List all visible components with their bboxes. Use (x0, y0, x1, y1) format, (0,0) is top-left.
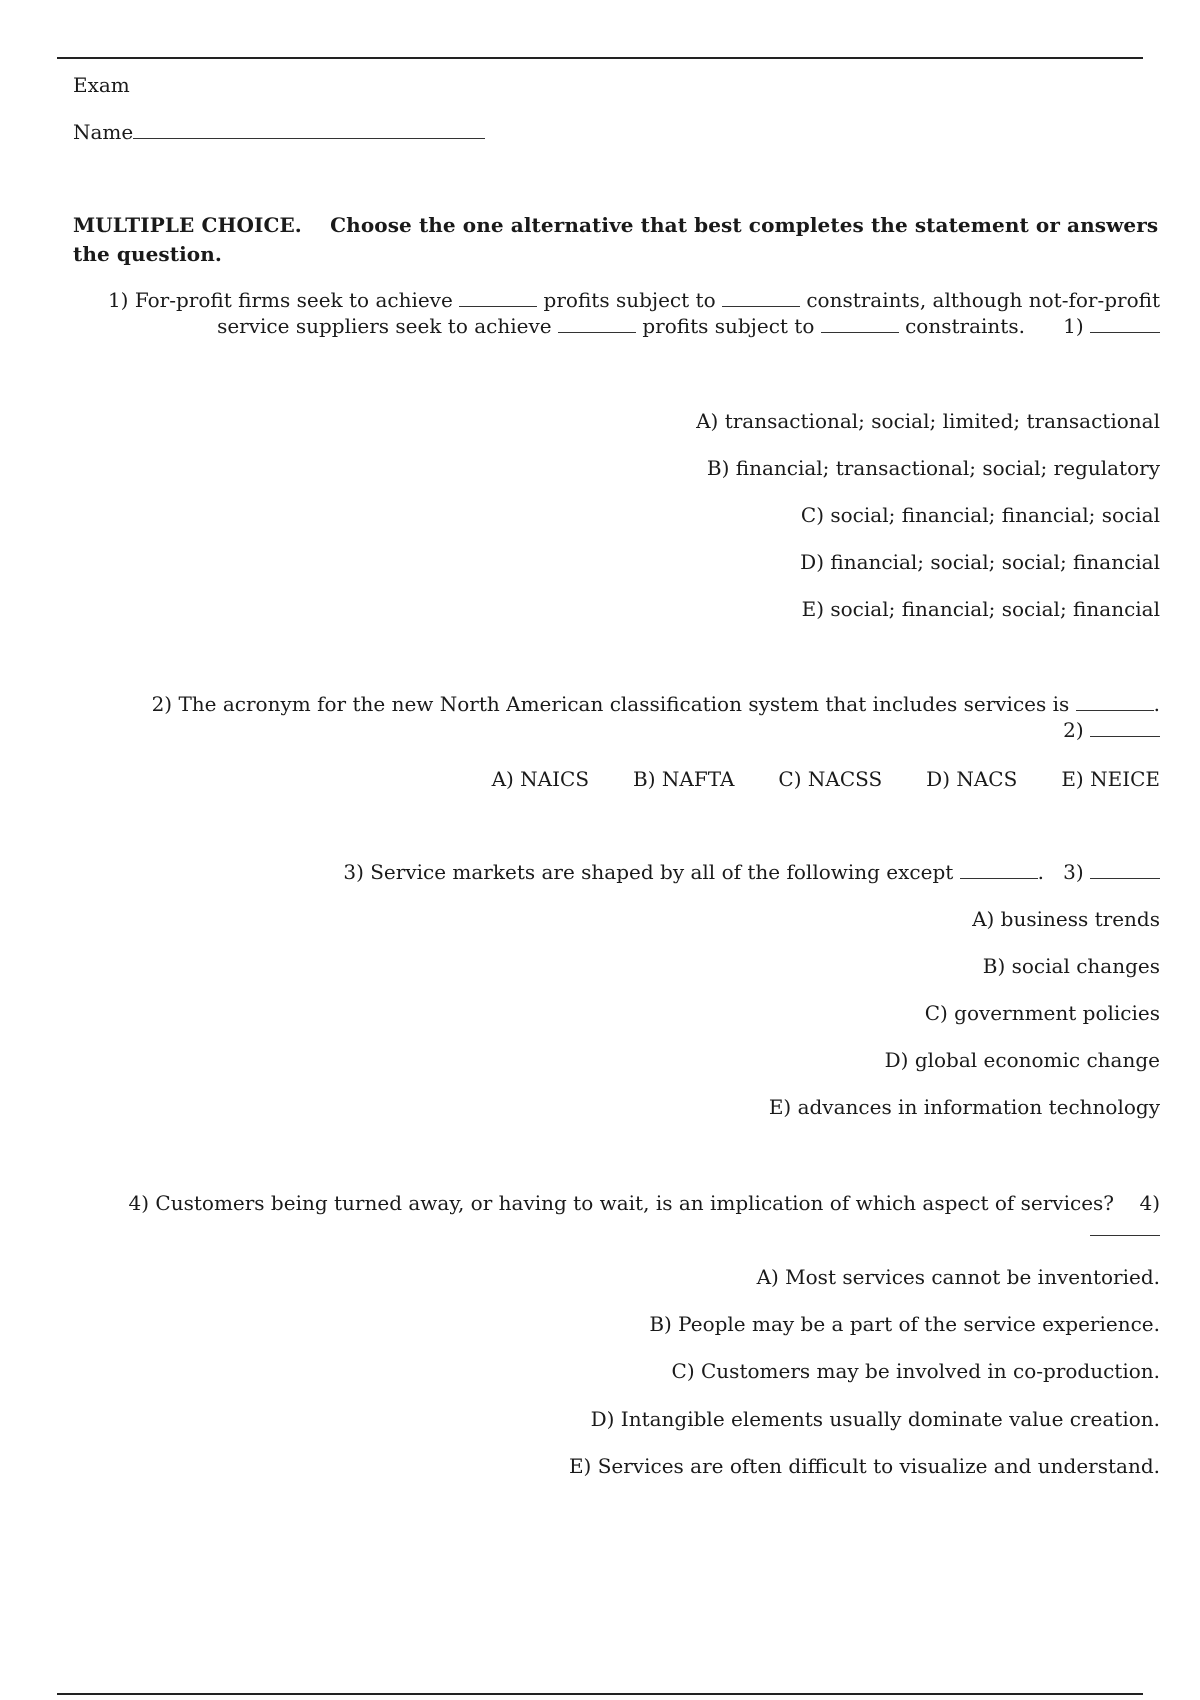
option-1c[interactable]: C) social; financial; financial; social (800, 503, 1160, 527)
option-2d[interactable]: D) NACS (926, 767, 1018, 791)
instructions-text: Choose the one alternative that best completes the statement or answers the question. (73, 213, 1159, 266)
question-1-text-e: profits subject to (635, 314, 821, 338)
option-4d[interactable]: D) Intangible elements usually dominate value creation. (590, 1407, 1160, 1431)
question-1-text-f: constraints. (898, 314, 1025, 338)
answer-label-2: 2) (1063, 718, 1084, 742)
exam-label: Exam (73, 73, 130, 97)
question-4-answer (1090, 1216, 1160, 1242)
name-input-line[interactable] (133, 118, 485, 139)
answer-blank-3[interactable] (1090, 860, 1160, 879)
option-3d[interactable]: D) global economic change (884, 1048, 1160, 1072)
answer-blank-1[interactable] (1090, 314, 1160, 333)
blank (722, 288, 800, 307)
question-4-text: Customers being turned away, or having to wait, is an implication of which aspect of services? (155, 1191, 1115, 1215)
name-label: Name (73, 120, 134, 144)
option-1e[interactable]: E) social; financial; social; financial (801, 597, 1160, 621)
option-3b[interactable]: B) social changes (982, 954, 1160, 978)
option-3e[interactable]: E) advances in information technology (768, 1095, 1160, 1119)
question-1-line-2 (217, 313, 1160, 339)
question-4-number: 4) (128, 1191, 150, 1215)
question-2-text: The acronym for the new North American classification system that includes services is (178, 692, 1070, 716)
blank (459, 288, 537, 307)
option-4c[interactable]: C) Customers may be involved in co-production. (671, 1359, 1160, 1383)
option-2e[interactable]: E) NEICE (1061, 767, 1160, 791)
instructions (73, 211, 1173, 269)
question-2-number: 2) (151, 692, 173, 716)
question-2-options (492, 766, 1160, 792)
option-4b[interactable]: B) People may be a part of the service experience. (649, 1312, 1160, 1336)
option-2a[interactable]: A) NAICS (491, 767, 590, 791)
option-2b[interactable]: B) NAFTA (633, 767, 735, 791)
blank (960, 860, 1038, 879)
answer-label-4: 4) (1139, 1191, 1160, 1215)
option-1d[interactable]: D) financial; social; social; financial (800, 550, 1160, 574)
question-1-text-b: profits subject to (537, 288, 722, 312)
question-2-line-1: 2) The acronym for the new North American classification system that includes services is . (151, 692, 1160, 716)
option-3a[interactable]: A) business trends (972, 907, 1160, 931)
question-3-number: 3) (343, 860, 364, 884)
question-1-line-1 (108, 287, 1160, 313)
option-4e[interactable]: E) Services are often difficult to visualize and understand. (568, 1454, 1160, 1478)
answer-blank-4[interactable] (1090, 1217, 1160, 1236)
option-2c[interactable]: C) NACSS (778, 767, 883, 791)
instructions-title: MULTIPLE CHOICE. (73, 213, 302, 237)
option-1a[interactable]: A) transactional; social; limited; transactional (696, 409, 1160, 433)
question-1-number: 1) (107, 288, 129, 312)
option-4a[interactable]: A) Most services cannot be inventoried. (756, 1265, 1160, 1289)
name-row (73, 118, 485, 145)
option-3c[interactable]: C) government policies (924, 1001, 1160, 1025)
question-2-answer (1063, 717, 1160, 743)
question-1-text-c: constraints, although not-for-profit (799, 288, 1160, 312)
question-4-line-1 (129, 1190, 1160, 1216)
question-3-line-1: 3) Service markets are shaped by all of the following except . 3) (343, 859, 1160, 885)
question-3-text: Service markets are shaped by all of the following except (370, 860, 954, 884)
question-1-text-d: service suppliers seek to achieve (217, 314, 558, 338)
top-rule (57, 57, 1143, 59)
blank (821, 314, 899, 333)
question-1-text-a: For-profit firms seek to achieve (134, 288, 460, 312)
blank (558, 314, 636, 333)
answer-blank-2[interactable] (1090, 718, 1160, 737)
blank (1076, 692, 1154, 711)
option-1b[interactable]: B) financial; transactional; social; regulatory (706, 456, 1160, 480)
answer-label-3: 3) (1063, 860, 1084, 884)
answer-label-1: 1) (1063, 314, 1084, 338)
bottom-rule (57, 1693, 1143, 1695)
